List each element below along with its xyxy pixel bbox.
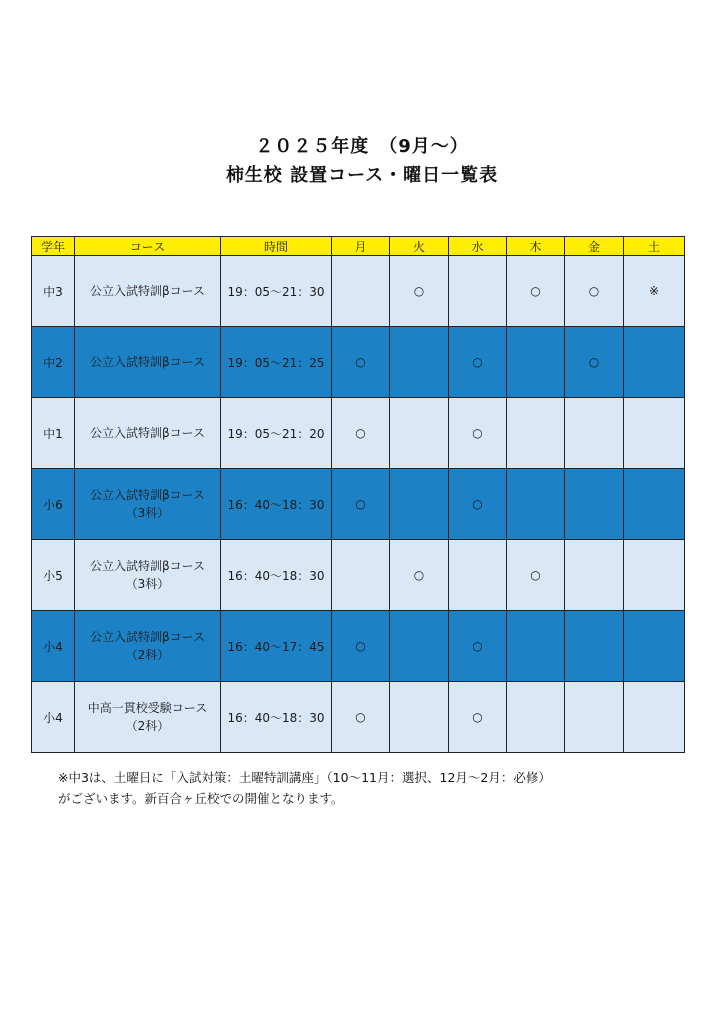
course-subjects: （2科） xyxy=(125,719,170,733)
course-cell xyxy=(75,398,221,469)
thu-cell: ○ xyxy=(507,256,565,327)
table-row xyxy=(32,469,685,540)
course-name: 公立入試特訓βコース xyxy=(89,559,206,573)
tue-cell: ○ xyxy=(390,540,449,611)
footnote-line-1: ※中3は、土曜日に「入試対策：土曜特訓講座」（10～11月：選択、12月～2月：必修） xyxy=(58,770,551,785)
schedule-table xyxy=(31,236,685,753)
course-cell xyxy=(75,611,221,682)
course-cell xyxy=(75,256,221,327)
grade-cell: 小4 xyxy=(32,611,75,682)
course-name: 公立入試特訓βコース xyxy=(89,426,206,440)
wed-cell: ○ xyxy=(449,611,507,682)
header-thu: 木 xyxy=(507,237,565,256)
course-cell xyxy=(75,469,221,540)
header-wed: 水 xyxy=(449,237,507,256)
tue-cell: ○ xyxy=(390,256,449,327)
header-sat: 土 xyxy=(624,237,685,256)
grade-cell: 中3 xyxy=(32,256,75,327)
table-row xyxy=(32,327,685,398)
thu-cell: ○ xyxy=(507,540,565,611)
page-title: ２０２５年度 （9月～） xyxy=(255,136,469,157)
grade-cell: 中1 xyxy=(32,398,75,469)
course-name: 公立入試特訓βコース xyxy=(89,284,206,298)
time-cell: 19：05～21：25 xyxy=(221,327,332,398)
table-row xyxy=(32,398,685,469)
sat-cell xyxy=(624,327,685,398)
wed-cell: ○ xyxy=(449,398,507,469)
mon-cell xyxy=(332,256,390,327)
course-subjects: （3科） xyxy=(125,506,170,520)
fri-cell xyxy=(565,540,624,611)
time-cell: 16：40～18：30 xyxy=(221,540,332,611)
course-cell xyxy=(75,682,221,753)
sat-cell xyxy=(624,398,685,469)
table-row xyxy=(32,256,685,327)
header-fri: 金 xyxy=(565,237,624,256)
wed-cell xyxy=(449,256,507,327)
footnote-line-2: がございます。新百合ヶ丘校での開催となります。 xyxy=(58,791,344,806)
thu-cell xyxy=(507,611,565,682)
header-time: 時間 xyxy=(221,237,332,256)
table-row xyxy=(32,540,685,611)
header-course: コース xyxy=(75,237,221,256)
time-cell: 19：05～21：20 xyxy=(221,398,332,469)
grade-cell: 小6 xyxy=(32,469,75,540)
mon-cell: ○ xyxy=(332,469,390,540)
thu-cell xyxy=(507,682,565,753)
time-cell: 16：40～18：30 xyxy=(221,682,332,753)
course-subjects: （2科） xyxy=(125,648,170,662)
tue-cell xyxy=(390,682,449,753)
mon-cell: ○ xyxy=(332,611,390,682)
mon-cell: ○ xyxy=(332,682,390,753)
tue-cell xyxy=(390,611,449,682)
sat-cell xyxy=(624,469,685,540)
fri-cell xyxy=(565,398,624,469)
course-name: 中高一貫校受験コース xyxy=(87,701,208,715)
thu-cell xyxy=(507,327,565,398)
header-grade: 学年 xyxy=(32,237,75,256)
course-cell xyxy=(75,540,221,611)
time-cell: 16：40～17：45 xyxy=(221,611,332,682)
course-name: 公立入試特訓βコース xyxy=(89,630,206,644)
thu-cell xyxy=(507,469,565,540)
table-row xyxy=(32,682,685,753)
mon-cell xyxy=(332,540,390,611)
grade-cell: 中2 xyxy=(32,327,75,398)
fri-cell: ○ xyxy=(565,327,624,398)
tue-cell xyxy=(390,327,449,398)
header-mon: 月 xyxy=(332,237,390,256)
wed-cell: ○ xyxy=(449,682,507,753)
sat-cell: ※ xyxy=(624,256,685,327)
tue-cell xyxy=(390,469,449,540)
sat-cell xyxy=(624,611,685,682)
sat-cell xyxy=(624,540,685,611)
time-cell: 19：05～21：30 xyxy=(221,256,332,327)
page-subtitle: 柿生校 設置コース・曜日一覧表 xyxy=(225,165,499,186)
course-name: 公立入試特訓βコース xyxy=(89,355,206,369)
table-row xyxy=(32,611,685,682)
grade-cell: 小4 xyxy=(32,682,75,753)
course-cell xyxy=(75,327,221,398)
sat-cell xyxy=(624,682,685,753)
wed-cell: ○ xyxy=(449,469,507,540)
fri-cell xyxy=(565,682,624,753)
header-tue: 火 xyxy=(390,237,449,256)
grade-cell: 小5 xyxy=(32,540,75,611)
course-name: 公立入試特訓βコース xyxy=(89,488,206,502)
fri-cell: ○ xyxy=(565,256,624,327)
fri-cell xyxy=(565,469,624,540)
wed-cell xyxy=(449,540,507,611)
time-cell: 16：40～18：30 xyxy=(221,469,332,540)
thu-cell xyxy=(507,398,565,469)
course-subjects: （3科） xyxy=(125,577,170,591)
tue-cell xyxy=(390,398,449,469)
header-row xyxy=(32,237,685,256)
mon-cell: ○ xyxy=(332,398,390,469)
mon-cell: ○ xyxy=(332,327,390,398)
fri-cell xyxy=(565,611,624,682)
wed-cell: ○ xyxy=(449,327,507,398)
